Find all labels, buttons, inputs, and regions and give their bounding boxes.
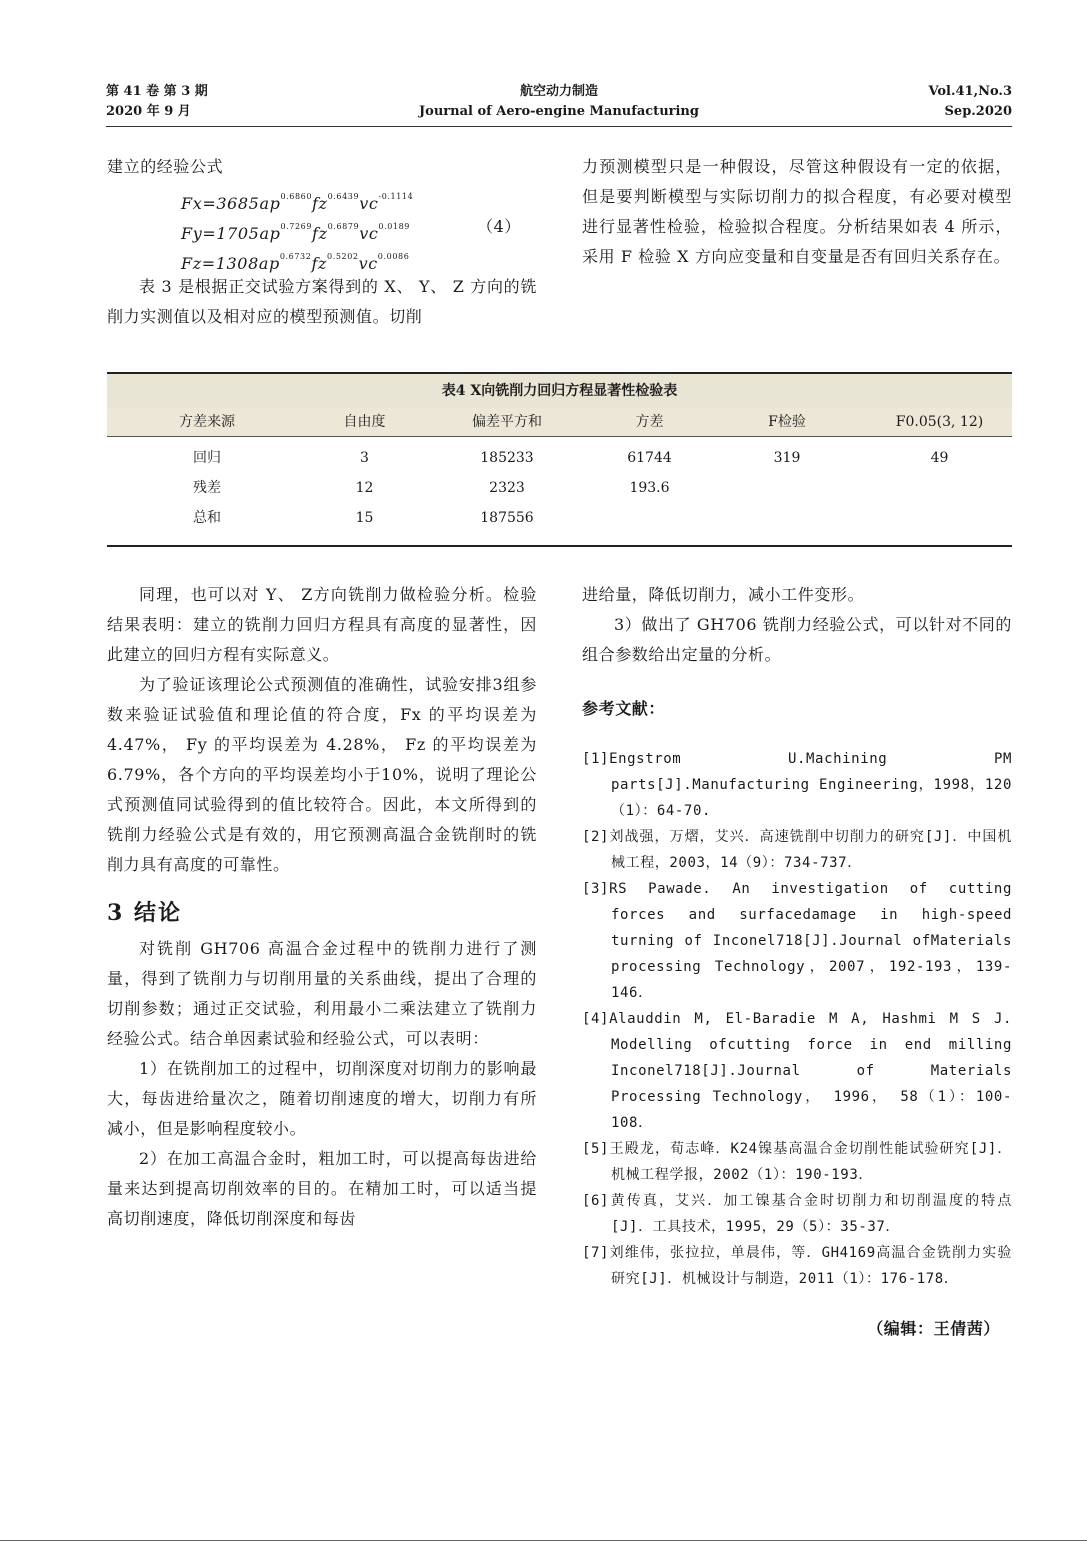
- table-header-cell: 偏差平方和: [472, 414, 542, 430]
- editor-credit: （编辑：王倩茜）: [867, 1319, 1000, 1338]
- reference-list: [582, 746, 1012, 1292]
- date-en: Sep.2020: [944, 104, 1012, 119]
- table-cell: 回归: [193, 450, 221, 466]
- table-header-cell: 方差: [635, 414, 664, 430]
- header-rule: [106, 126, 1012, 127]
- volume-en: Vol.41,No.3: [928, 84, 1012, 99]
- table-title: 表4 X向铣削力回归方程显著性检验表: [107, 372, 1012, 408]
- table-row: [107, 443, 1012, 473]
- table-cell: 残差: [193, 480, 221, 496]
- reference-item: [2]刘战强，万熠，艾兴．高速铣削中切削力的研究[J]．中国机械工程，2003，14（9）：734-737．: [582, 829, 1012, 871]
- table-cell: 2323: [489, 480, 525, 496]
- table-cell: 187556: [480, 510, 534, 526]
- formula-intro: 建立的经验公式: [107, 157, 224, 176]
- reference-item: [6]黄传真，艾兴．加工镍基合金时切削力和切削温度的特点[J]．工具技术，1995，29（5）：35-37．: [582, 1193, 1012, 1235]
- table-cell: 193.6: [629, 480, 670, 496]
- table-header-cell: F0.05(3, 12): [895, 414, 984, 430]
- reference-item: [5]王殿龙，荀志峰．K24镍基高温合金切削性能试验研究[J]．机械工程学报，2002（1）：190-193．: [582, 1141, 1012, 1183]
- regression-table: [107, 372, 1012, 548]
- table-cell: 49: [930, 450, 949, 466]
- reference-item: [3]RS Pawade. An investigation of cutting forces and surfacedamage in high-speed turning of Inconel718[J].Journal ofMaterials processing Technology，2007，192-193，139-146．: [582, 881, 1012, 1001]
- paragraph-conclusion-2-cont: 进给量，降低切削力，减小工件变形。: [582, 585, 865, 604]
- table-cell: [867, 503, 1012, 533]
- page-bottom-rule: [0, 1540, 1087, 1541]
- reference-item: [1]Engstrom U.Machining PM parts[J].Manufacturing Engineering，1998，120（1）：64-70.: [582, 751, 1012, 819]
- table-header-cell: F检验: [768, 414, 806, 430]
- table-cell: 61744: [627, 450, 672, 466]
- table-cell: [707, 503, 867, 533]
- reference-item: [7]刘维伟，张拉拉，单晨伟，等．GH4169高温合金铣削力实验研究[J]．机械设计与制造，2011（1）：176-178．: [582, 1245, 1012, 1287]
- paragraph-conclusion-2: 2）在加工高温合金时，粗加工时，可以提高每齿进给量来达到提高切削效率的目的。在精加工时，可以适当提高切削速度，降低切削深度和每齿: [107, 1149, 537, 1228]
- paragraph-verification: 为了验证该理论公式预测值的准确性，试验安排3组参数来验证试验值和理论值的符合度，Fx 的平均误差为 4.47%， Fy 的平均误差为 4.28%， Fz 的平均误差为6.79%，各个方向的平均误差均小于10%，说明了理论公式预测值同试验得到的值比较符合。因此，本文所得到的铣削力经验公式是有效的，用它预测高温合金铣削时的铣削力具有高度的可靠性。: [107, 675, 537, 874]
- table-cell: 15: [355, 510, 374, 526]
- header-center: [106, 82, 1012, 122]
- left-column-bottom: [107, 580, 537, 1234]
- reference-item: [4]Alauddin M, El-Baradie M A, Hashmi M S J. Modelling ofcutting force in end milling Inconel718[J].Journal of Materials Processing Technology， 1996， 58（1）：100-108．: [582, 1011, 1012, 1131]
- table-header-row: [107, 408, 1012, 437]
- references-heading: 参考文献：: [582, 699, 666, 718]
- header-right: [928, 82, 1012, 122]
- running-header: [106, 82, 1012, 126]
- table-cell: [592, 503, 707, 533]
- table-cell: 319: [773, 450, 801, 466]
- volume-issue: 第 41 卷 第 3 期: [106, 84, 208, 99]
- equation-number: （4）: [477, 217, 521, 236]
- journal-name-cn: 航空动力制造: [519, 84, 598, 99]
- table-body: [107, 437, 1012, 547]
- paragraph-yz-test: 同理，也可以对 Y、 Z方向铣削力做检验分析。检验结果表明：建立的铣削力回归方程具有高度的显著性，因此建立的回归方程有实际意义。: [107, 585, 537, 664]
- right-column-bottom: [582, 580, 1012, 1344]
- section-heading-conclusion: 3 结论: [107, 900, 182, 926]
- left-column-top: [107, 152, 537, 332]
- formula-fz: $Fz=1308ap^{0.6732}fz^{0.5202}vc^{0.0086}$: [181, 252, 410, 273]
- table-header-cell: 自由度: [343, 414, 386, 430]
- table-row: [107, 473, 1012, 503]
- paragraph-table3: 表 3 是根据正交试验方案得到的 X、 Y、 Z 方向的铣削力实测值以及相对应的模型预测值。切削: [107, 277, 537, 326]
- formula-fx: $Fx=3685ap^{0.6860}fz^{0.6439}vc^{-0.1114}$: [181, 192, 414, 213]
- paragraph-model-test: 力预测模型只是一种假设，尽管这种假设有一定的依据，但是要判断模型与实际切削力的拟合程度，有必要对模型进行显著性检验，检验拟合程度。分析结果如表 4 所示，采用 F 检验 X 方向应变量和自变量是否有回归关系存在。: [582, 157, 1012, 266]
- table-cell: 12: [355, 480, 374, 496]
- paragraph-conclusion-intro: 对铣削 GH706 高温合金过程中的铣削力进行了测量，得到了铣削力与切削用量的关系曲线，提出了合理的切削参数；通过正交试验，利用最小二乘法建立了铣削力经验公式。结合单因素试验和经验公式，可以表明：: [107, 939, 537, 1048]
- table-cell: [707, 473, 867, 503]
- journal-name-en: Journal of Aero-engine Manufacturing: [419, 104, 699, 119]
- table-header-cell: 方差来源: [179, 414, 235, 430]
- formula-fy: $Fy=1705ap^{0.7269}fz^{0.6879}vc^{0.0189}$ （4）: [181, 212, 537, 242]
- table-row: [107, 503, 1012, 533]
- table-cell: [867, 473, 1012, 503]
- table-cell: 总和: [193, 510, 221, 526]
- paragraph-conclusion-1: 1）在铣削加工的过程中，切削深度对切削力的影响最大，每齿进给量次之，随着切削速度的增大，切削力有所减小，但是影响程度较小。: [107, 1059, 537, 1138]
- table-cell: 185233: [480, 450, 534, 466]
- right-column-top: [582, 152, 1012, 272]
- issue-date: 2020 年 9 月: [106, 104, 191, 119]
- paragraph-conclusion-3: 3）做出了 GH706 铣削力经验公式，可以针对不同的组合参数给出定量的分析。: [582, 615, 1012, 664]
- table-cell: 3: [360, 450, 369, 466]
